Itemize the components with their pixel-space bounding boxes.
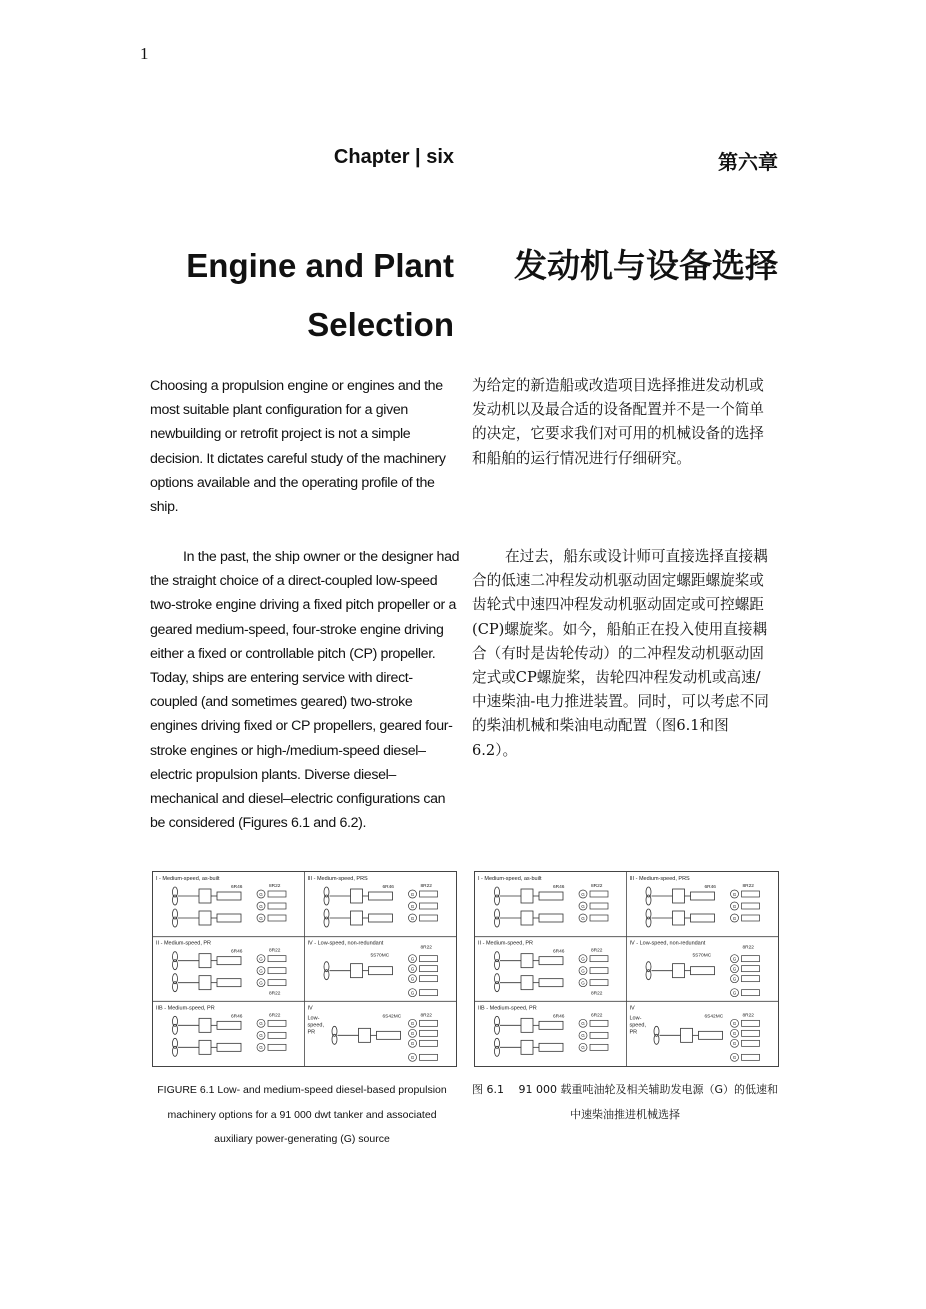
generator-label: G xyxy=(410,1055,415,1061)
propeller-icon xyxy=(495,895,500,905)
engine-type-label: 6R46 xyxy=(231,885,243,890)
auxiliary-engine-box xyxy=(268,1020,286,1026)
engine-box xyxy=(699,1031,723,1039)
generator-label: G xyxy=(259,1021,263,1027)
propeller-icon xyxy=(324,970,329,980)
auxiliary-engine-box xyxy=(268,956,286,962)
auxiliary-engine-box xyxy=(420,1054,438,1060)
propeller-icon xyxy=(173,982,178,992)
figure-caption-zh: 图 6.1 91 000 载重吨油轮及相关辅助发电源（G）的低速和中速柴油推进机械选择 xyxy=(472,1083,778,1121)
gearbox-box xyxy=(199,911,211,925)
title-en-line2: Selection xyxy=(307,306,454,343)
paragraph-1-zh-text: 为给定的新造船或改造项目选择推进发动机或发动机以及最合适的设备配置并不是一个简单的决定，它要求我们对可用的机械设备的选择和船舶的运行情况进行仔细研究。 xyxy=(472,377,764,467)
engine-box xyxy=(539,957,563,965)
auxiliary-engine-box xyxy=(420,956,438,962)
propeller-icon xyxy=(495,982,500,992)
panel-sublabel: PR xyxy=(307,1029,316,1036)
page-number: 1 xyxy=(140,44,149,63)
auxiliary-type-label: 6R22 xyxy=(591,1013,603,1019)
gearbox-box xyxy=(521,911,533,925)
gearbox-box xyxy=(521,889,533,903)
panel-label: II - Medium-speed, PR xyxy=(156,940,212,947)
engine-box xyxy=(217,979,241,987)
auxiliary-engine-box xyxy=(742,990,760,996)
propeller-icon xyxy=(332,1034,337,1044)
paragraph-2-zh-text: 在过去，船东或设计师可直接选择直接耦合的低速二冲程发动机驱动固定螺距螺旋桨或齿轮式中速四冲程发动机驱动固定或可控螺距(CP)螺旋桨。如今，船舶正在投入使用直接耦合（有时是齿轮传动）的二冲程发动机驱动固定式或CP螺旋桨，齿轮四冲程发动机或高速/中速柴油-电力推进装置。同时，可以考虑不同的柴油机械和柴油电动配置（图6.1和图6.2）。 xyxy=(472,548,769,759)
propeller-icon xyxy=(495,1024,500,1034)
title-en xyxy=(150,236,454,354)
gearbox-box xyxy=(673,964,685,978)
panel-label: I - Medium-speed, as-built xyxy=(156,876,220,882)
engine-box xyxy=(217,1021,241,1029)
generator-label: G xyxy=(581,956,585,962)
gearbox-box xyxy=(199,1018,211,1032)
auxiliary-engine-box xyxy=(420,966,438,972)
auxiliary-type-label: 8R22 xyxy=(420,1013,432,1019)
panel-label: IIB - Medium-speed, PR xyxy=(156,1005,215,1012)
paragraph-1-zh xyxy=(472,374,772,471)
propeller-icon xyxy=(646,970,651,980)
generator-label: G xyxy=(732,1031,737,1037)
auxiliary-engine-box xyxy=(590,1044,608,1050)
gearbox-box xyxy=(673,889,685,903)
auxiliary-engine-box xyxy=(268,903,286,909)
auxiliary-type-label: 8R22 xyxy=(742,884,754,889)
auxiliary-engine-box xyxy=(420,903,438,909)
auxiliary-type-label: 6R22 xyxy=(269,1013,281,1019)
auxiliary-type-label: 8R22 xyxy=(269,991,281,997)
engine-type-label: 6S42MC xyxy=(382,1014,402,1020)
auxiliary-engine-box xyxy=(742,1020,760,1026)
auxiliary-engine-box xyxy=(590,968,608,974)
propeller-icon xyxy=(495,960,500,970)
paragraph-2-zh xyxy=(472,545,772,763)
gearbox-box xyxy=(351,911,363,925)
engine-box xyxy=(369,914,393,922)
auxiliary-type-label: 8R22 xyxy=(591,948,603,954)
generator-label: G xyxy=(410,915,415,921)
auxiliary-type-label: 8R22 xyxy=(742,945,754,951)
generator-label: G xyxy=(410,1041,415,1047)
gearbox-box xyxy=(521,1018,533,1032)
propeller-icon xyxy=(324,917,329,927)
gearbox-box xyxy=(199,976,211,990)
auxiliary-engine-box xyxy=(268,1044,286,1050)
auxiliary-engine-box xyxy=(268,915,286,921)
engine-type-label: 5S70MC xyxy=(692,953,712,959)
auxiliary-type-label: 8R22 xyxy=(269,948,281,954)
auxiliary-engine-box xyxy=(590,1020,608,1026)
generator-label: G xyxy=(732,990,737,996)
engine-type-label: 6R46 xyxy=(382,885,394,890)
panel-sublabel: Low- xyxy=(307,1015,320,1022)
panel-sublabel: PR xyxy=(629,1029,638,1036)
auxiliary-engine-box xyxy=(268,891,286,897)
auxiliary-engine-box xyxy=(590,903,608,909)
panel-sublabel: speed, xyxy=(307,1022,325,1029)
generator-label: G xyxy=(410,1021,415,1027)
propeller-icon xyxy=(495,917,500,927)
auxiliary-type-label: 8R22 xyxy=(591,991,603,997)
generator-label: G xyxy=(581,903,585,909)
engine-box xyxy=(539,892,563,900)
title-zh: 发动机与设备选择 xyxy=(514,246,778,285)
generator-label: G xyxy=(581,1021,585,1027)
machinery-diagram xyxy=(153,872,456,1066)
generator-label: G xyxy=(581,1045,585,1051)
gearbox-box xyxy=(359,1028,371,1042)
propeller-icon xyxy=(173,1024,178,1034)
engine-type-label: 6S42MC xyxy=(704,1014,724,1020)
panel-label: I - Medium-speed, as-built xyxy=(478,876,542,882)
auxiliary-engine-box xyxy=(268,980,286,986)
paragraph-1-en xyxy=(150,374,460,519)
generator-label: G xyxy=(732,891,737,897)
generator-label: G xyxy=(581,980,585,986)
propeller-icon xyxy=(495,1046,500,1056)
generator-label: G xyxy=(732,1055,737,1061)
auxiliary-engine-box xyxy=(420,1040,438,1046)
gearbox-box xyxy=(199,1040,211,1054)
generator-label: G xyxy=(259,891,263,897)
propeller-icon xyxy=(173,960,178,970)
engine-box xyxy=(217,914,241,922)
chapter-heading-en: Chapter | six xyxy=(333,146,454,168)
panel-label: III - Medium-speed, PRS xyxy=(307,876,368,882)
generator-label: G xyxy=(581,968,585,974)
generator-label: G xyxy=(410,966,415,972)
generator-label: G xyxy=(410,891,415,897)
generator-label: G xyxy=(581,1033,585,1039)
auxiliary-engine-box xyxy=(742,1040,760,1046)
auxiliary-engine-box xyxy=(420,1020,438,1026)
auxiliary-engine-box xyxy=(742,915,760,921)
gearbox-box xyxy=(521,954,533,968)
auxiliary-type-label: 8R22 xyxy=(269,884,281,889)
engine-box xyxy=(369,892,393,900)
auxiliary-engine-box xyxy=(742,1054,760,1060)
panel-sublabel: speed, xyxy=(629,1022,647,1029)
generator-label: G xyxy=(410,1031,415,1037)
title-en-line1: Engine and Plant xyxy=(186,247,454,284)
propeller-icon xyxy=(646,895,651,905)
auxiliary-type-label: 8R22 xyxy=(742,1013,754,1019)
generator-label: G xyxy=(410,990,415,996)
generator-label: G xyxy=(259,980,263,986)
generator-label: G xyxy=(410,976,415,982)
auxiliary-engine-box xyxy=(590,956,608,962)
auxiliary-engine-box xyxy=(590,980,608,986)
propeller-icon xyxy=(173,917,178,927)
propeller-icon xyxy=(654,1034,659,1044)
engine-box xyxy=(539,1043,563,1051)
engine-box xyxy=(217,957,241,965)
generator-label: G xyxy=(410,903,415,909)
generator-label: G xyxy=(732,1021,737,1027)
generator-label: G xyxy=(259,915,263,921)
engine-box xyxy=(691,892,715,900)
gearbox-box xyxy=(351,889,363,903)
figure-caption-en: FIGURE 6.1 Low- and medium-speed diesel-based propulsion machinery options for a 91 000 dwt tanker and associated auxiliary power-generating (G) source xyxy=(157,1084,447,1145)
auxiliary-engine-box xyxy=(420,1030,438,1036)
generator-label: G xyxy=(259,956,263,962)
engine-type-label: 6R46 xyxy=(231,1014,243,1020)
auxiliary-engine-box xyxy=(590,915,608,921)
generator-label: G xyxy=(732,915,737,921)
auxiliary-engine-box xyxy=(420,915,438,921)
figure-6-1-zh xyxy=(474,871,779,1067)
propeller-icon xyxy=(646,917,651,927)
panel-sublabel: Low- xyxy=(629,1015,642,1022)
engine-box xyxy=(539,1021,563,1029)
auxiliary-type-label: 8R22 xyxy=(591,884,603,889)
auxiliary-engine-box xyxy=(268,1032,286,1038)
propeller-icon xyxy=(173,1046,178,1056)
auxiliary-engine-box xyxy=(590,1032,608,1038)
gearbox-box xyxy=(199,954,211,968)
panel-label: IV - Low-speed, non-redundant xyxy=(629,940,706,947)
engine-box xyxy=(369,967,393,975)
engine-type-label: 6R46 xyxy=(231,949,243,955)
engine-box xyxy=(217,892,241,900)
auxiliary-type-label: 8R22 xyxy=(420,884,432,889)
panel-label: II - Medium-speed, PR xyxy=(478,940,534,947)
generator-label: G xyxy=(259,968,263,974)
engine-type-label: 6R46 xyxy=(553,1014,565,1020)
gearbox-box xyxy=(673,911,685,925)
gearbox-box xyxy=(351,964,363,978)
engine-type-label: 6R46 xyxy=(704,885,716,890)
chapter-heading-zh: 第六章 xyxy=(718,150,778,174)
generator-label: G xyxy=(581,915,585,921)
auxiliary-engine-box xyxy=(742,903,760,909)
generator-label: G xyxy=(732,956,737,962)
auxiliary-engine-box xyxy=(742,1030,760,1036)
generator-label: G xyxy=(732,1041,737,1047)
engine-type-label: 5S70MC xyxy=(370,953,390,959)
panel-label: IIB - Medium-speed, PR xyxy=(478,1005,537,1012)
paragraph-2-en xyxy=(150,545,460,835)
propeller-icon xyxy=(324,895,329,905)
panel-label: IV - Low-speed, non-redundant xyxy=(307,940,384,947)
auxiliary-type-label: 8R22 xyxy=(420,945,432,951)
gearbox-box xyxy=(521,1040,533,1054)
auxiliary-engine-box xyxy=(420,891,438,897)
engine-box xyxy=(539,914,563,922)
engine-box xyxy=(691,967,715,975)
engine-type-label: 6R46 xyxy=(553,949,565,955)
figure-6-1-en xyxy=(152,871,457,1067)
auxiliary-engine-box xyxy=(742,956,760,962)
engine-box xyxy=(691,914,715,922)
generator-label: G xyxy=(410,956,415,962)
generator-label: G xyxy=(259,1033,263,1039)
generator-label: G xyxy=(732,903,737,909)
auxiliary-engine-box xyxy=(420,976,438,982)
gearbox-box xyxy=(681,1028,693,1042)
auxiliary-engine-box xyxy=(742,976,760,982)
generator-label: G xyxy=(732,966,737,972)
engine-box xyxy=(377,1031,401,1039)
auxiliary-engine-box xyxy=(742,966,760,972)
propeller-icon xyxy=(173,895,178,905)
auxiliary-engine-box xyxy=(420,990,438,996)
machinery-diagram xyxy=(475,872,778,1066)
auxiliary-engine-box xyxy=(590,891,608,897)
panel-label: IV xyxy=(629,1005,635,1012)
auxiliary-engine-box xyxy=(742,891,760,897)
generator-label: G xyxy=(732,976,737,982)
engine-type-label: 6R46 xyxy=(553,885,565,890)
paragraph-1-en-text: Choosing a propulsion engine or engines and the most suitable plant configuration for a given newbuilding or retrofit project is not a simple decision. It dictates careful study of the machinery options available and the operating profile of the ship. xyxy=(150,378,446,516)
gearbox-box xyxy=(521,976,533,990)
engine-box xyxy=(217,1043,241,1051)
panel-label: III - Medium-speed, PRS xyxy=(629,876,690,882)
generator-label: G xyxy=(259,1045,263,1051)
auxiliary-engine-box xyxy=(268,968,286,974)
generator-label: G xyxy=(581,891,585,897)
engine-box xyxy=(539,979,563,987)
paragraph-2-en-text: In the past, the ship owner or the designer had the straight choice of a direct-coupled low-speed two-stroke engine driving a fixed pitch propeller or a geared medium-speed, four-stroke engine driving either a fixed or controllable pitch (CP) propeller. Today, ships are entering service with direct-coupled (and sometimes geared) two-stroke engines driving fixed or CP propellers, geared four-stroke engines or high-/medium-speed diesel–electric propulsion plants. Diverse diesel–mechanical and diesel–electric configurations can be considered (Figures 6.1 and 6.2). xyxy=(150,549,460,832)
generator-label: G xyxy=(259,903,263,909)
panel-label: IV xyxy=(307,1005,313,1012)
gearbox-box xyxy=(199,889,211,903)
